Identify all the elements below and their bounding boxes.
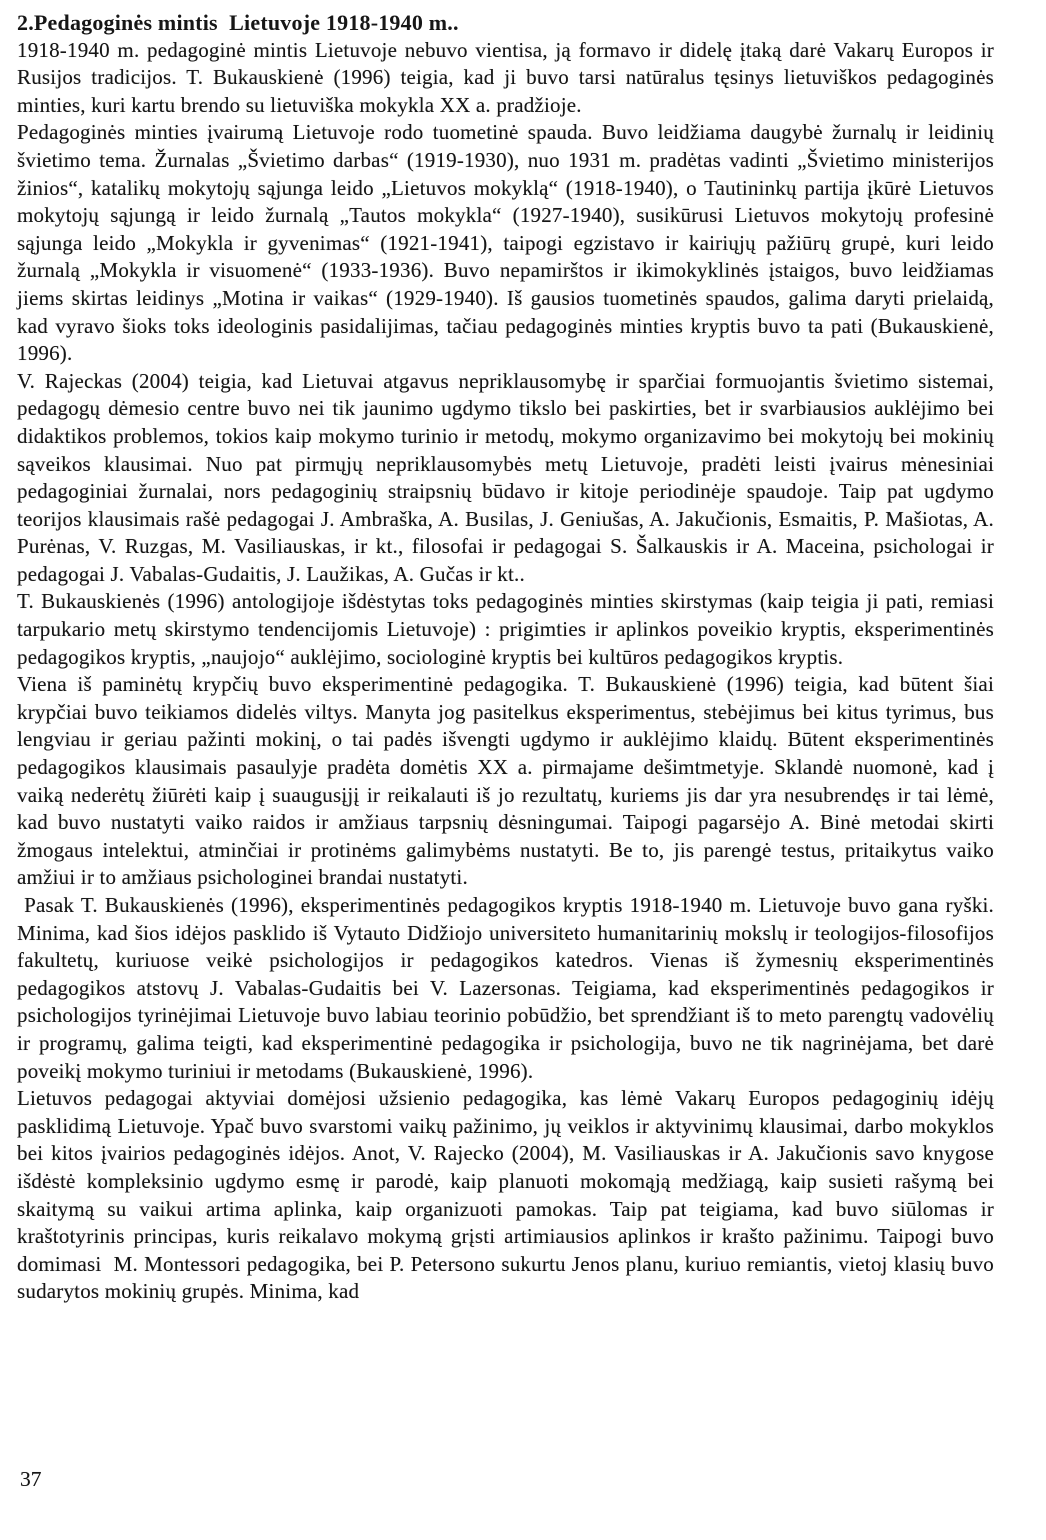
paragraph: 1918-1940 m. pedagoginė mintis Lietuvoje nebuvo vientisa, ją formavo ir didelę įtaką darė Vakarų Europos ir Rusijos tradicijos. T. Bukauskienė (1996) teigia, kad ji buvo tarsi natūralus tęsinys lietuviškos pedagoginės minties, kuri kartu brendo su lietuviška mokykla XX a. pradžioje. [17, 37, 1000, 117]
paragraph: Pedagoginės minties įvairumą Lietuvoje rodo tuometinė spauda. Buvo leidžiama daugybė žurnalų ir leidinių švietimo tema. Žurnalas „Švietimo darbas“ (1919-1930), nuo 1931 m. pradėtas vadinti „Švietimo ministerijos žinios“, katalikų mokytojų sąjunga leido „Lietuvos mokyklą“ (1918-1940), o Tautininkų partija įkūrė Lietuvos mokytojų sąjungą ir leido žurnalą „Tautos mokykla“ (1927-1940), susikūrusi Lietuvos mokytojų profesinė sąjunga leido „Mokykla ir gyvenimas“ (1921-1941), taipogi egzistavo ir kairiųjų pažiūrų grupė, kuri leido žurnalą „Mokykla ir visuomenė“ (1933-1936). Buvo nepamirštos ir ikimokyklinės įstaigos, buvo leidžiamas jiems skirtas leidinys „Motina ir vaikas“ (1929-1940). Iš gausios tuometinės spaudos, galima daryti prielaidą, kad vyravo šioks toks ideologinis pasidalijimas, tačiau pedagoginės minties kryptis buvo ta pati (Bukauskienė, 1996). [17, 120, 1000, 366]
paragraph: Lietuvos pedagogai aktyviai domėjosi užsienio pedagogika, kas lėmė Vakarų Europos pedagoginių idėjų pasklidimą Lietuvoje. Ypač buvo svarstomi vaikų pažinimo, jų veiklos ir aktyvinimų klausimai, darbo mokyklos bei kitos įvairios pedagoginės idėjos. Anot, V. Rajecko (2004), M. Vasiliauskas ir A. Jakučionis savo knygose išdėstė kompleksinio ugdymo esmę ir parodė, kaip planuoti mokomąją medžiagą, kaip susieti rašymą bei skaitymą su vaikui artima aplinka, kaip organizuoti pamokas. Taip pat teigiama, kad buvo siūlomas ir kraštotyrinis principas, kuris reikalavo mokymą grįsti artimiausios aplinkos ir krašto pažinimu. Taipogi buvo domimasi M. Montessori pedagogika, bei P. Petersono sukurtu Jenos planu, kuriuo remiantis, vietoj klasių buvo sudarytos mokinių grupės. Minima, kad [17, 1086, 1000, 1304]
paragraph: V. Rajeckas (2004) teigia, kad Lietuvai atgavus nepriklausomybę ir sparčiai formuojantis švietimo sistemai, pedagogų dėmesio centre buvo nei tik jaunimo ugdymo tikslo bei paskirties, bet ir svarbiausios auklėjimo bei didaktikos problemos, tokios kaip mokymo turinio ir metodų, mokymo organizavimo bei mokytojų bei mokinių sąveikos klausimai. Nuo pat pirmųjų nepriklausomybės metų Lietuvoje, pradėti leisti įvairus mėnesiniai pedagoginiai žurnalai, nors pedagoginių straipsnių būdavo ir kitoje periodinėje spaudoje. Taip pat ugdymo teorijos klausimais rašė pedagogai J. Ambraška, A. Busilas, J. Geniušas, A. Jakučionis, Esmaitis, P. Mašiotas, A. Purėnas, V. Ruzgas, M. Vasiliauskas, ir kt., filosofai ir pedagogai S. Šalkauskis ir A. Maceina, psichologai ir pedagogai J. Vabalas-Gudaitis, J. Laužikas, A. Gučas ir kt.. [17, 368, 1000, 586]
paragraph: Pasak T. Bukauskienės (1996), eksperimentinės pedagogikos kryptis 1918-1940 m. Lietuvoje buvo gana ryški. Minima, kad šios idėjos pasklido iš Vytauto Didžiojo universiteto humanitarinių mokslų ir teologijos-filosofijos fakultetų, kuriuose veikė psichologijos ir pedagogikos katedros. Vienas iš žymesnių eksperimentinės pedagogikos atstovų J. Vabalas-Gudaitis bei V. Lazersonas. Teigiama, kad eksperimentinės pedagogikos ir psichologijos tyrinėjimai Lietuvoje buvo labiau teorinio pobūdžio, bet sprendžiant iš to meto parengtų vadovėlių ir programų, galima teigti, kad eksperimentinė pedagogika ir psichologija, buvo ne tik nagrinėjama, bet darė poveikį mokymo turiniui ir metodams (Bukauskienė, 1996). [17, 893, 1000, 1083]
paragraph: T. Bukauskienės (1996) antologijoje išdėstytas toks pedagoginės minties skirstymas (kaip teigia ji pati, remiasi tarpukario metų skirstymo tendencijomis Lietuvoje) : prigimties ir aplinkos poveikio kryptis, eksperimentinės pedagogikos kryptis, „naujojo“ auklėjimo, sociologinė kryptis bei kultūros pedagogikos kryptis. [17, 589, 1000, 669]
section-heading: 2.Pedagoginės mintis Lietuvoje 1918-1940 m.. [17, 10, 459, 35]
paragraph: Viena iš paminėtų krypčių buvo eksperimentinė pedagogika. T. Bukauskienė (1996) teigia, kad būtent šiai krypčiai buvo teikiamos didelės viltys. Manyta jog pasitelkus eksperimentus, stebėjimus bei kitus tyrimus, bus lengviau ir geriau pažinti mokinį, o tai padės išvengti ugdymo ir auklėjimo klaidų. Būtent eksperimentinės pedagogikos klausimais pasaulyje pradėta domėtis XX a. pirmajame dešimtmetyje. Sklandė nuomonė, kad į vaiką nederėtų žiūrėti kaip į suaugusįjį ir reikalauti iš jo rezultatų, kuriems jis dar yra nesubrendęs ir tai lėmė, kad buvo nustatyti vaiko raidos ir amžiaus tarpsnių dėsningumai. Taipogi pagarsėjo A. Binė metodai skirti žmogaus intelektui, atminčiai ir protinėms galimybėms nustatyti. Be to, jis parengė testus, pritaikytus vaiko amžiui ir to amžiaus psichologinei brandai nustatyti. [17, 672, 1000, 890]
page-number: 37 [20, 1467, 42, 1491]
